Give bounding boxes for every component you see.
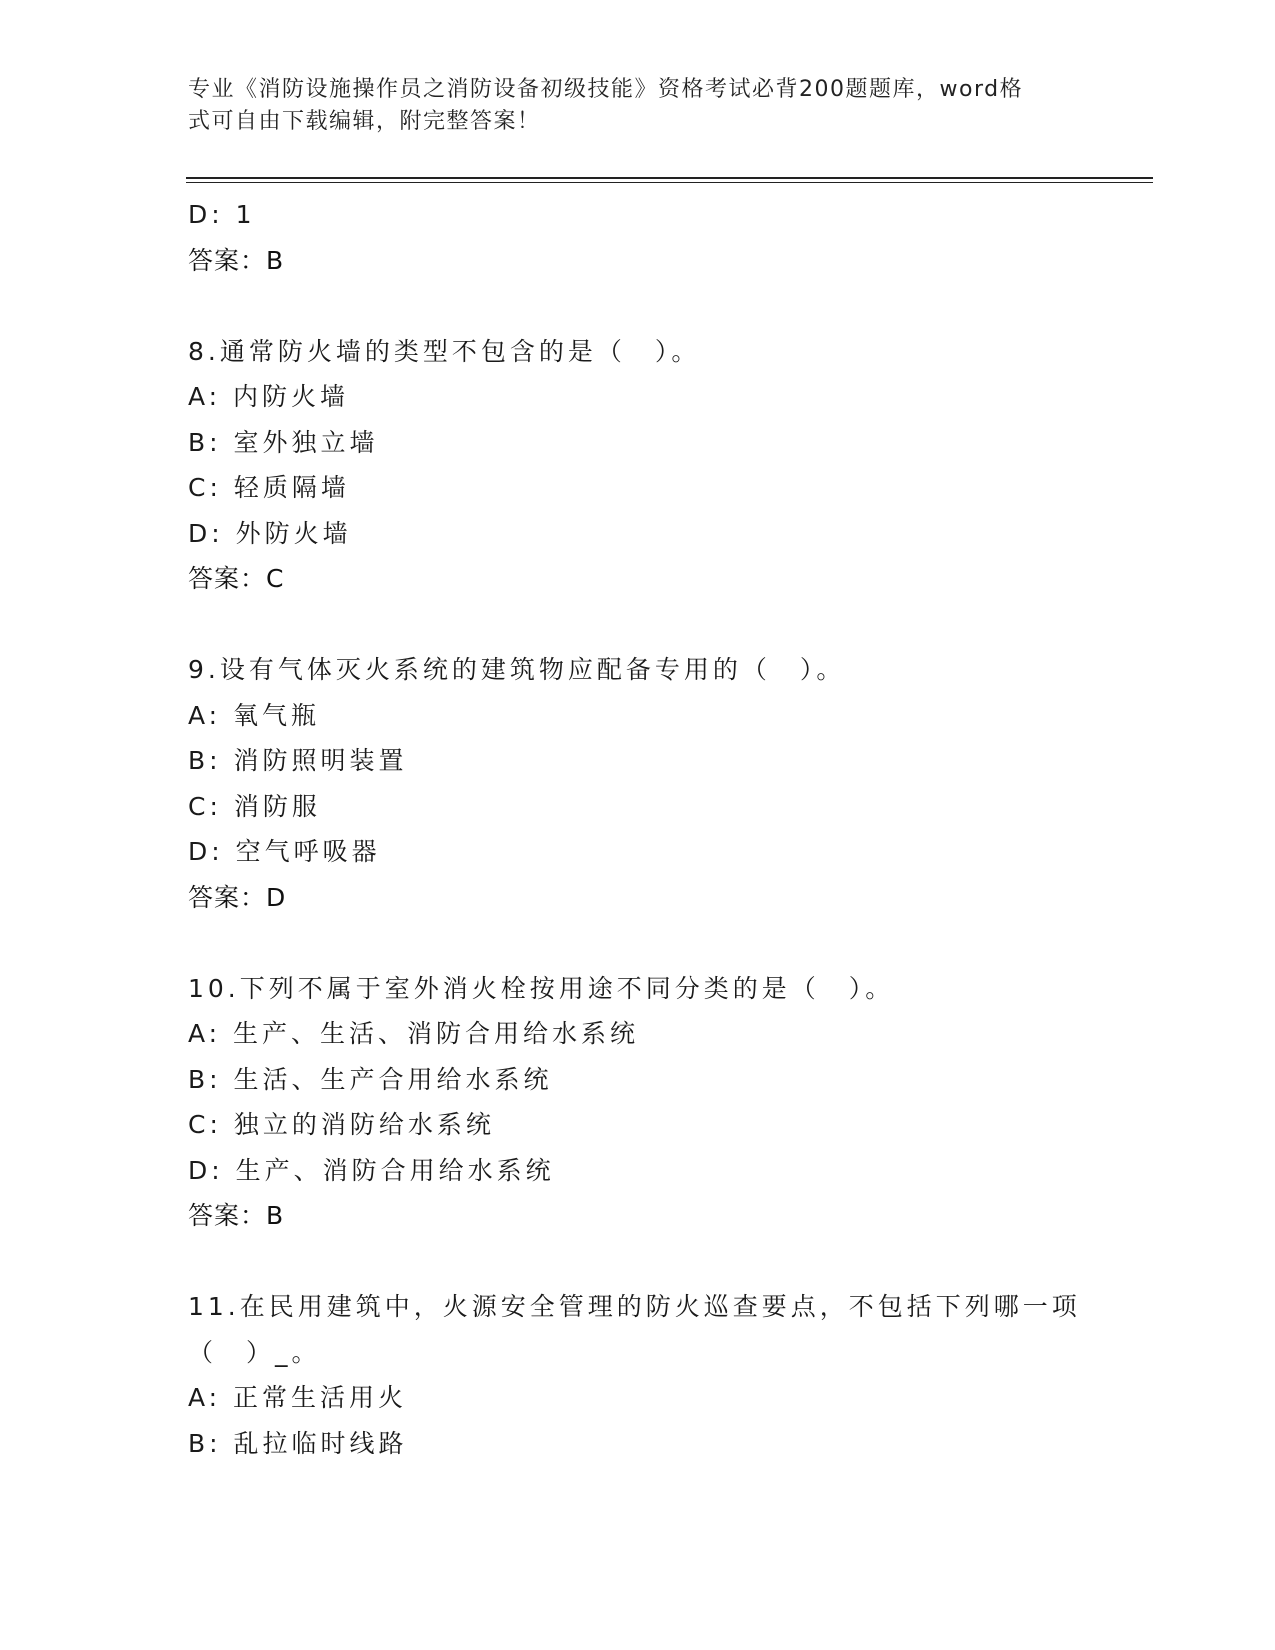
question-11-title-line-2: （ ）_。 [188,1337,321,1367]
question-11-title-line-1: 11.在民用建筑中，火源安全管理的防火巡查要点，不包括下列哪一项 [188,1292,1081,1321]
question-8-option-c: C: 轻质隔墙 [188,473,350,502]
question-9-title: 9.设有气体灭火系统的建筑物应配备专用的（ ）。 [188,655,846,684]
question-9-option-b: B: 消防照明装置 [188,746,408,775]
question-11-option-b: B: 乱拉临时线路 [188,1428,408,1458]
header-divider-thick [186,177,1153,179]
spacer [188,1239,1088,1285]
question-10-option-b: B: 生活、生产合用给水系统 [188,1064,553,1094]
header-line-1: 专业《消防设施操作员之消防设备初级技能》资格考试必背200题题库，word格 [188,77,1024,102]
header-divider-thin [186,182,1153,183]
prev-question-answer: 答案：B [188,245,285,275]
question-8-option-d: D: 外防火墙 [188,518,352,548]
question-8-option-a: A: 内防火墙 [188,382,350,411]
spacer [188,920,1088,966]
question-8-answer: 答案：C [188,564,285,593]
prev-question-option-d: D: 1 [188,200,256,229]
question-11-option-a: A: 正常生活用火 [188,1383,408,1412]
document-body [188,192,1088,1466]
spacer [188,602,1088,648]
question-9-answer: 答案：D [188,882,287,912]
question-8-option-b: B: 室外独立墙 [188,427,379,457]
question-9-option-c: C: 消防服 [188,791,321,821]
question-10-option-c: C: 独立的消防给水系统 [188,1110,495,1139]
question-9-option-a: A: 氧气瓶 [188,700,321,730]
question-10-option-a: A: 生产、生活、消防合用给水系统 [188,1019,640,1048]
page-header [188,74,1068,138]
question-10-option-d: D: 生产、消防合用给水系统 [188,1155,555,1185]
question-10-title: 10.下列不属于室外消火栓按用途不同分类的是（ ）。 [188,973,895,1003]
question-9-option-d: D: 空气呼吸器 [188,837,381,866]
question-8-title: 8.通常防火墙的类型不包含的是（ ）。 [188,336,701,366]
header-line-2: 式可自由下载编辑，附完整答案！ [188,109,541,134]
question-10-answer: 答案：B [188,1201,285,1230]
spacer [188,283,1088,329]
